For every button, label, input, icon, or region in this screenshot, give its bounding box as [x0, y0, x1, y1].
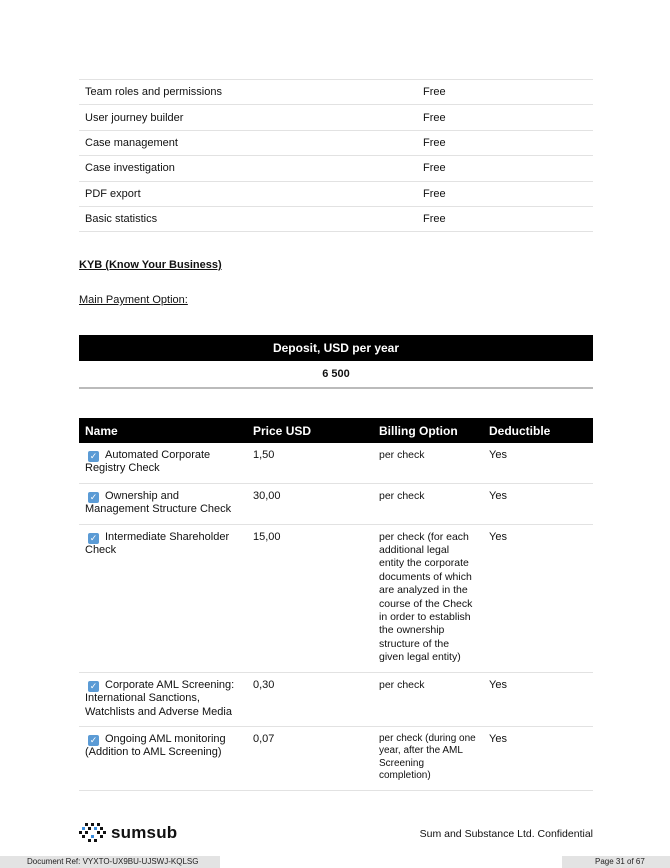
- feature-price: Free: [423, 136, 446, 149]
- table-row: [79, 105, 593, 130]
- deposit-header: Deposit, USD per year: [79, 335, 593, 361]
- table-row: [79, 672, 593, 726]
- col-header-name: Name: [79, 418, 247, 443]
- row-deductible: Yes: [483, 483, 593, 524]
- features-table: [79, 79, 593, 232]
- table-row: [79, 206, 593, 231]
- table-row: [79, 80, 593, 105]
- payment-option-label: Main Payment Option:: [79, 294, 188, 306]
- sumsub-logo-icon: [79, 822, 107, 844]
- feature-name: Case investigation: [85, 162, 175, 175]
- feature-name: Case management: [85, 136, 178, 149]
- col-header-deductible: Deductible: [483, 418, 593, 443]
- col-header-billing: Billing Option: [373, 418, 483, 443]
- row-name: Ongoing AML monitoring (Addition to AML Screening): [85, 732, 226, 759]
- row-name-cell: [79, 672, 247, 726]
- checkbox-checked-icon[interactable]: ✓: [89, 734, 98, 745]
- feature-name: Basic statistics: [85, 213, 158, 226]
- feature-price: Free: [423, 86, 446, 99]
- row-name-cell: [79, 524, 247, 672]
- checkbox-checked-icon[interactable]: ✓: [89, 532, 98, 543]
- table-row: [79, 483, 593, 524]
- table-row: [79, 156, 593, 181]
- checkbox-checked-icon[interactable]: ✓: [89, 680, 98, 691]
- row-billing: per check (for each additional legal entity the corporate documents of which are analyzed in the course of the Check in order to establish the ownership structure of the given legal entity): [373, 524, 483, 672]
- row-billing: per check: [373, 443, 483, 483]
- feature-price: Free: [423, 162, 446, 175]
- pricing-table: [79, 418, 593, 791]
- feature-price: Free: [423, 187, 446, 200]
- row-name: Ownership and Management Structure Check: [85, 489, 232, 516]
- feature-price: Free: [423, 213, 446, 226]
- feature-price: Free: [423, 111, 446, 124]
- table-row: [79, 181, 593, 206]
- feature-name: Team roles and permissions: [85, 86, 222, 99]
- feature-name: User journey builder: [85, 111, 184, 124]
- page-number: Page 31 of 67: [562, 856, 670, 868]
- row-deductible: Yes: [483, 524, 593, 672]
- feature-name: PDF export: [85, 187, 141, 200]
- row-name-cell: [79, 443, 247, 483]
- row-billing: per check (during one year, after the AML Screening completion): [373, 726, 483, 790]
- row-billing: per check: [373, 483, 483, 524]
- row-name: Corporate AML Screening: International Sanctions, Watchlists and Adverse Media: [85, 678, 235, 718]
- row-name-cell: [79, 483, 247, 524]
- checkbox-checked-icon[interactable]: ✓: [89, 451, 98, 461]
- table-row: [79, 130, 593, 155]
- row-price: 15,00: [247, 524, 373, 672]
- logo-text: sumsub: [111, 823, 178, 842]
- section-title: KYB (Know Your Business): [79, 259, 222, 271]
- row-name: Intermediate Shareholder Check: [85, 530, 230, 557]
- deposit-value: 6 500: [79, 361, 593, 389]
- row-price: 0,30: [247, 672, 373, 726]
- row-billing: per check: [373, 672, 483, 726]
- row-deductible: Yes: [483, 726, 593, 790]
- table-row: [79, 524, 593, 672]
- checkbox-checked-icon[interactable]: ✓: [89, 491, 98, 502]
- row-price: 0,07: [247, 726, 373, 790]
- col-header-price: Price USD: [247, 418, 373, 443]
- document-reference: Document Ref: VYXTO-UX9BU-UJSWJ-KQLSG: [0, 856, 220, 868]
- row-deductible: Yes: [483, 672, 593, 726]
- table-header-row: [79, 418, 593, 443]
- table-row: [79, 726, 593, 790]
- table-row: [79, 443, 593, 483]
- deposit-table: [79, 335, 593, 389]
- row-name-cell: [79, 726, 247, 790]
- confidential-note: Sum and Substance Ltd. Confidential: [419, 828, 593, 840]
- row-name: Automated Corporate Registry Check: [85, 449, 211, 475]
- row-deductible: Yes: [483, 443, 593, 483]
- sumsub-logo: [79, 822, 177, 844]
- row-price: 30,00: [247, 483, 373, 524]
- row-price: 1,50: [247, 443, 373, 483]
